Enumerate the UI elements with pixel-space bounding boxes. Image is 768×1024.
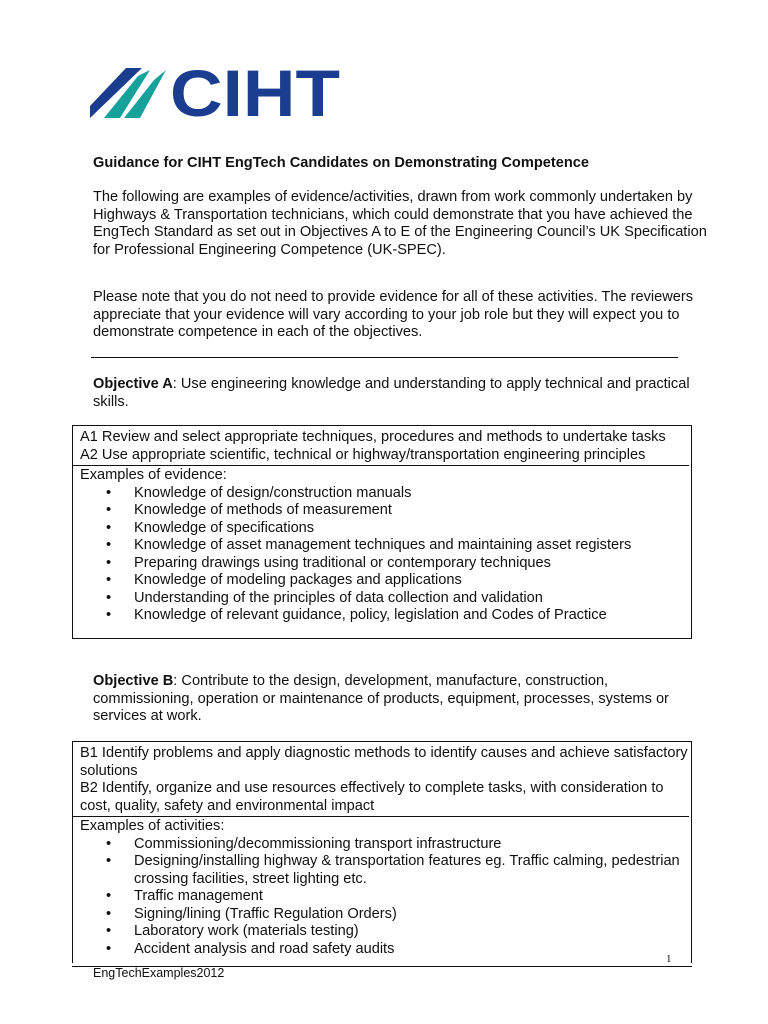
list-item bbox=[106, 520, 691, 538]
list-item-text: Knowledge of relevant guidance, policy, legislation and Codes of Practice bbox=[134, 607, 607, 623]
ciht-logo bbox=[90, 66, 342, 118]
objective-b-heading bbox=[93, 673, 683, 726]
list-item bbox=[106, 555, 691, 573]
bullet-icon: • bbox=[106, 923, 112, 939]
objective-b-criteria bbox=[73, 742, 689, 817]
section-divider bbox=[91, 357, 678, 358]
list-item-text: Commissioning/decommissioning transport infrastructure bbox=[134, 835, 502, 852]
footer-text: EngTechExamples2012 bbox=[93, 966, 225, 980]
list-item bbox=[106, 590, 691, 608]
bullet-icon: • bbox=[106, 519, 112, 536]
page-title: Guidance for CIHT EngTech Candidates on Demonstrating Competence bbox=[93, 155, 589, 171]
objective-a-heading bbox=[93, 376, 693, 411]
bullet-icon: • bbox=[106, 589, 112, 606]
list-item bbox=[106, 537, 691, 555]
list-item bbox=[106, 502, 691, 520]
criterion-b2: B2 Identify, organize and use resources effectively to complete tasks, with consideration to cost, quality, safety and environmental impact bbox=[80, 780, 664, 814]
list-item bbox=[106, 888, 691, 906]
examples-list bbox=[80, 836, 691, 959]
examples-heading: Examples of activities: bbox=[80, 818, 225, 834]
bullet-icon: • bbox=[106, 905, 112, 922]
bullet-icon: • bbox=[106, 502, 112, 518]
bullet-icon: • bbox=[106, 554, 112, 571]
list-item bbox=[106, 906, 691, 924]
bullet-icon: • bbox=[106, 835, 112, 852]
list-item-text: Knowledge of methods of measurement bbox=[134, 502, 392, 518]
criterion-a2: A2 Use appropriate scientific, technical or highway/transportation engineering principles bbox=[80, 446, 646, 463]
objective-b-examples bbox=[73, 817, 691, 958]
bullet-icon: • bbox=[106, 888, 112, 904]
bullet-icon: • bbox=[106, 484, 112, 501]
examples-list bbox=[80, 485, 691, 625]
list-item-text: Accident analysis and road safety audits bbox=[134, 940, 395, 957]
objective-b-text: : Contribute to the design, development, manufacture, construction, commissioning, operation or maintenance of products, equipment, processes, systems or services at work. bbox=[93, 673, 669, 724]
list-item-text: Knowledge of design/construction manuals bbox=[134, 484, 412, 501]
list-item bbox=[106, 836, 691, 854]
page-number: 1 bbox=[666, 953, 672, 965]
objective-b-table bbox=[72, 741, 692, 963]
list-item-text: Knowledge of modeling packages and applications bbox=[134, 572, 462, 588]
objective-a-label: Objective A bbox=[93, 376, 173, 392]
bullet-icon: • bbox=[106, 572, 112, 588]
objective-b-label: Objective B bbox=[93, 673, 174, 689]
objective-a-table bbox=[72, 425, 692, 639]
list-item-text: Knowledge of asset management techniques and maintaining asset registers bbox=[134, 537, 632, 553]
list-item bbox=[106, 485, 691, 503]
list-item bbox=[106, 923, 691, 941]
criterion-b1: B1 Identify problems and apply diagnostic methods to identify causes and achieve satisfactory solutions bbox=[80, 745, 688, 779]
examples-heading: Examples of evidence: bbox=[80, 467, 227, 483]
note-paragraph: Please note that you do not need to provide evidence for all of these activities. The reviewers appreciate that your evidence will vary according to your job role but they will expect you to demonstrate competence in each of the objectives. bbox=[93, 289, 694, 340]
list-item-text: Preparing drawings using traditional or contemporary techniques bbox=[134, 554, 551, 571]
list-item bbox=[106, 941, 691, 959]
list-item bbox=[106, 853, 691, 888]
list-item bbox=[106, 607, 691, 625]
list-item-text: Knowledge of specifications bbox=[134, 519, 315, 536]
intro-paragraph: The following are examples of evidence/activities, drawn from work commonly undertaken by Highways & Transportation technicians, which could demonstrate that you have achieved the EngTech Standard as set out in Objectives A to E of the Engineering Council’s UK Specification for Professional Engineering Competence (UK-SPEC). bbox=[93, 189, 707, 258]
bullet-icon: • bbox=[106, 537, 112, 553]
list-item-text: Designing/installing highway & transportation features eg. Traffic calming, pedestrian crossing facilities, street lighting etc. bbox=[134, 853, 680, 887]
bullet-icon: • bbox=[106, 940, 112, 957]
criterion-a1: A1 Review and select appropriate techniques, procedures and methods to undertake tasks bbox=[80, 429, 666, 445]
list-item-text: Understanding of the principles of data collection and validation bbox=[134, 589, 543, 606]
list-item-text: Signing/lining (Traffic Regulation Orders) bbox=[134, 905, 397, 922]
objective-a-examples bbox=[73, 466, 691, 625]
bullet-icon: • bbox=[106, 607, 112, 623]
objective-a-criteria bbox=[73, 426, 689, 466]
list-item-text: Laboratory work (materials testing) bbox=[134, 923, 359, 939]
list-item-text: Traffic management bbox=[134, 888, 263, 904]
objective-a-text: : Use engineering knowledge and understanding to apply technical and practical skills. bbox=[93, 376, 690, 410]
bullet-icon: • bbox=[106, 853, 112, 869]
list-item bbox=[106, 572, 691, 590]
logo-wordmark: CIHT bbox=[170, 66, 340, 118]
